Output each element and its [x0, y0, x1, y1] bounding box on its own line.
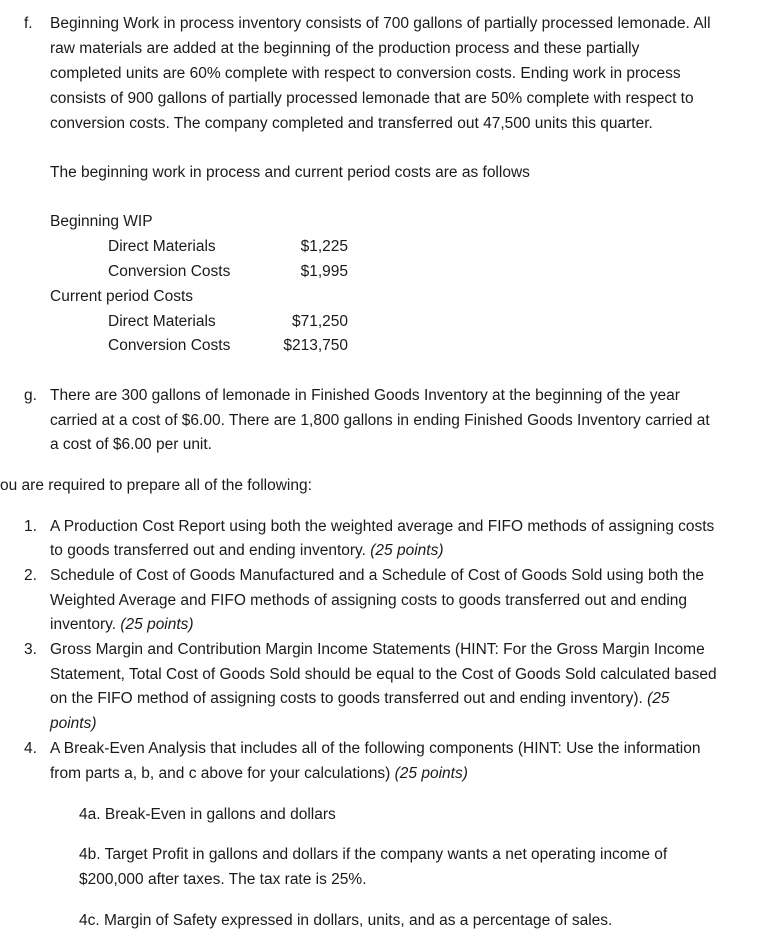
- req-3-points-b: points): [50, 715, 97, 732]
- sub-item-4a: 4a. Break-Even in gallons and dollars: [79, 806, 336, 823]
- req-1-marker: 1.: [24, 518, 37, 535]
- item-f-line-3: completed units are 60% complete with respect to conversion costs. Ending work in process: [50, 65, 681, 82]
- req-1-points: (25 points): [370, 542, 444, 559]
- sub-item-4c: 4c. Margin of Safety expressed in dollars, units, and as a percentage of sales.: [79, 912, 613, 929]
- req-2-line-3: [50, 615, 194, 635]
- req-1-line-1: A Production Cost Report using both the weighted average and FIFO methods of assigning costs: [50, 518, 715, 535]
- item-g-marker: g.: [24, 387, 37, 404]
- bwip-dm-amount: $1,225: [300, 238, 348, 255]
- item-f-marker: f.: [24, 15, 33, 32]
- cp-dm-label: Direct Materials: [108, 313, 216, 330]
- req-2-points: (25 points): [120, 616, 194, 633]
- req-4-marker: 4.: [24, 740, 37, 757]
- item-g-line-1: There are 300 gallons of lemonade in Finished Goods Inventory at the beginning of the year: [50, 387, 680, 404]
- sub-item-4b-line-1: 4b. Target Profit in gallons and dollars if the company wants a net operating income of: [79, 846, 668, 863]
- current-period-heading: Current period Costs: [50, 288, 194, 305]
- req-2-line-3-text: inventory.: [50, 616, 121, 633]
- beginning-wip-heading: Beginning WIP: [50, 213, 153, 230]
- req-3-line-3: [50, 689, 670, 709]
- item-f-line-5: conversion costs. The company completed and transferred out 47,500 units this quarter.: [50, 115, 653, 132]
- req-4-line-2: [50, 764, 468, 784]
- req-4-line-1: A Break-Even Analysis that includes all of the following components (HINT: Use the information: [50, 740, 701, 757]
- req-1-line-2-text: to goods transferred out and ending inventory.: [50, 542, 371, 559]
- item-g-line-2: carried at a cost of $6.00. There are 1,800 gallons in ending Finished Goods Inventory carried at: [50, 412, 710, 429]
- item-f-line-1: Beginning Work in process inventory consists of 700 gallons of partially processed lemonade. All: [50, 15, 711, 32]
- req-3-line-3-text: on the FIFO method of assigning costs to goods transferred out and ending inventory).: [50, 690, 648, 707]
- sub-item-4b-line-2: $200,000 after taxes. The tax rate is 25%.: [79, 871, 367, 888]
- req-1-line-2: [50, 541, 444, 561]
- req-4-points: (25 points): [394, 765, 468, 782]
- cp-dm-amount: $71,250: [291, 313, 348, 330]
- item-f-line-2: raw materials are added at the beginning of the production process and these partially: [50, 40, 640, 57]
- req-3-line-2: Statement, Total Cost of Goods Sold should be equal to the Cost of Goods Sold calculated based: [50, 666, 717, 683]
- req-2-line-1: Schedule of Cost of Goods Manufactured and a Schedule of Cost of Goods Sold using both the: [50, 567, 705, 584]
- item-f-line-4: consists of 900 gallons of partially processed lemonade that are 50% complete with respect to: [50, 90, 694, 107]
- req-3-line-1: Gross Margin and Contribution Margin Income Statements (HINT: For the Gross Margin Income: [50, 641, 705, 658]
- bwip-cc-label: Conversion Costs: [108, 263, 231, 280]
- cp-cc-label: Conversion Costs: [108, 337, 231, 354]
- req-2-line-2: Weighted Average and FIFO methods of assigning costs to goods transferred out and ending: [50, 592, 688, 609]
- req-4-line-2-text: from parts a, b, and c above for your calculations): [50, 765, 395, 782]
- bwip-cc-amount: $1,995: [300, 263, 348, 280]
- cost-intro: The beginning work in process and current period costs are as follows: [50, 164, 530, 181]
- bwip-dm-label: Direct Materials: [108, 238, 216, 255]
- req-3-marker: 3.: [24, 641, 37, 658]
- required-heading: ou are required to prepare all of the following:: [0, 477, 312, 494]
- req-3-points-a: (25: [647, 690, 670, 707]
- req-2-marker: 2.: [24, 567, 37, 584]
- cp-cc-amount: $213,750: [283, 337, 348, 354]
- item-g-line-3: a cost of $6.00 per unit.: [50, 436, 212, 453]
